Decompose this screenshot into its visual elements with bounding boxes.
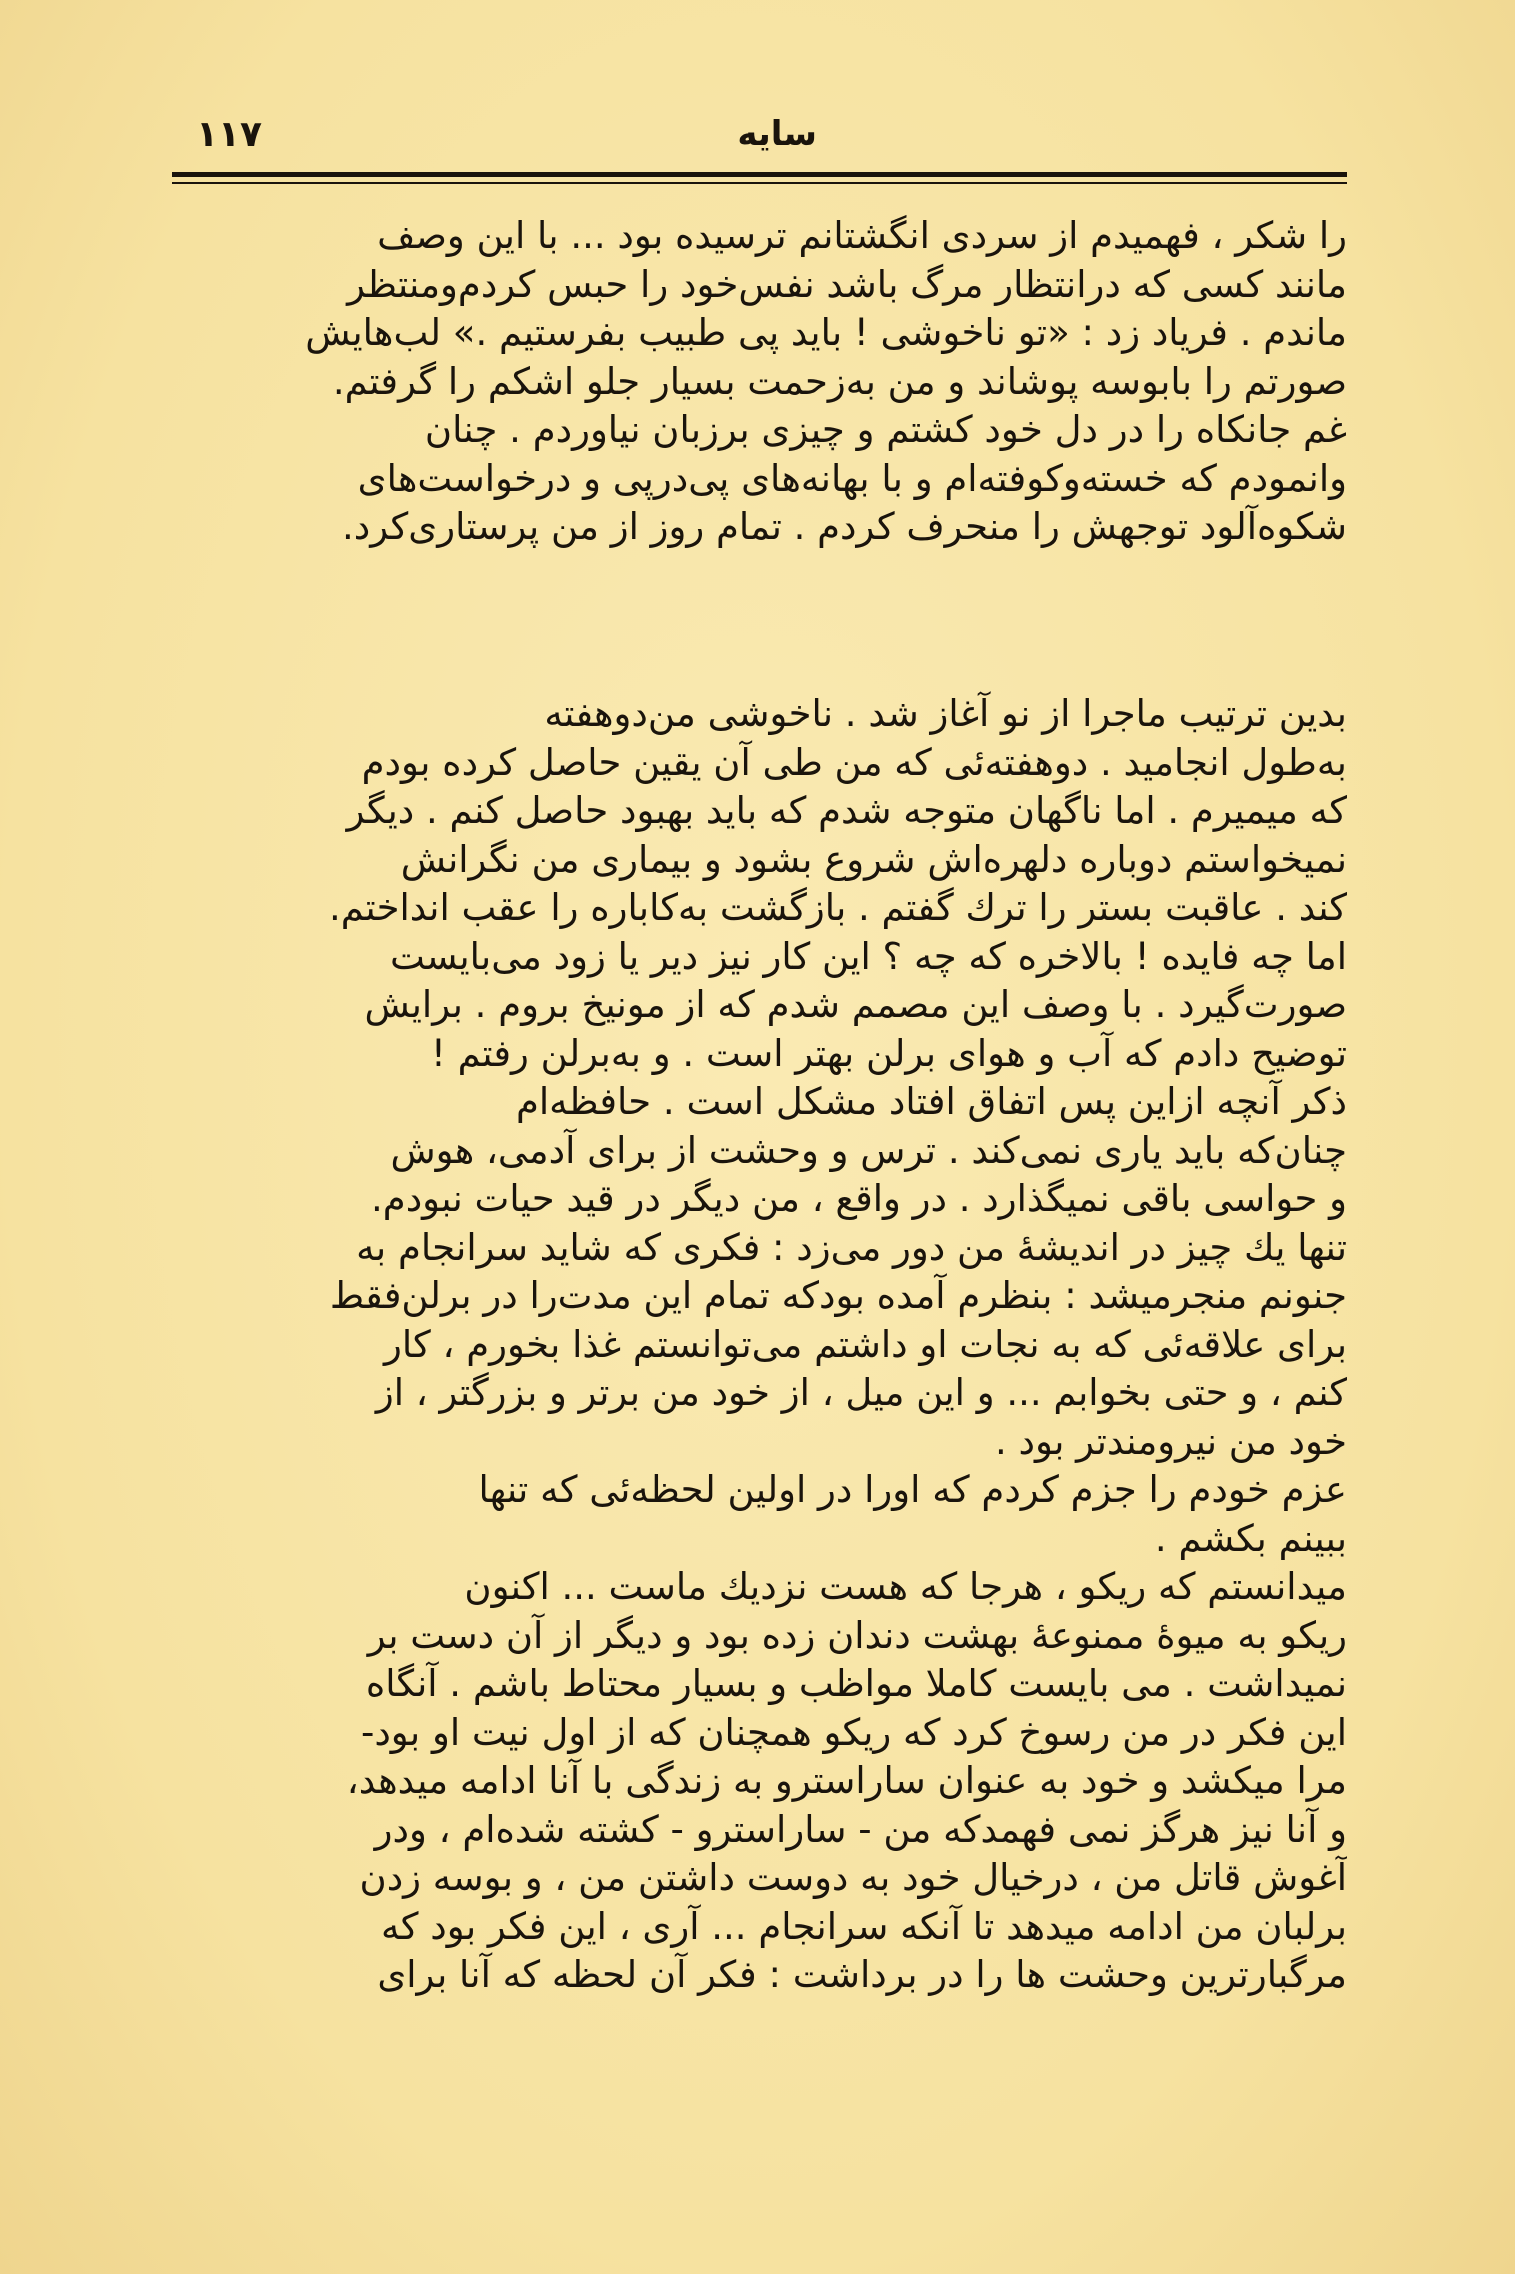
paragraph-block-2 [172,690,1347,2000]
text-line: برای علاقه‌ئی که به نجات او داشتم می‌توانستم غذا بخورم ، کار [384,1322,1347,1366]
text-line: را شکر ، فهمیدم از سردی انگشتانم ترسیده بود ... با این وصف [377,214,1347,257]
text-line: مرگبارترین وحشت ها را در برداشت : فکر آن لحظه که آنا برای [377,1953,1347,1996]
text-line: عزم خودم را جزم کردم که اورا در اولین لحظه‌ئی که تنها [478,1468,1347,1511]
text-line: شکوه‌آلود توجهش را منحرف کردم . تمام روز از من پرستاری‌کرد. [341,505,1347,548]
text-line: برلبان من ادامه میدهد تا آنکه سرانجام ... آری ، این فکر بود که [381,1904,1347,1948]
text-line: نمیداشت . می بایست کاملا مواظب و بسیار محتاط باشم . آنگاه [365,1662,1347,1705]
text-line: ببینم بکشم . [1154,1516,1347,1560]
text-line: صورتم را بابوسه پوشاند و من به‌زحمت بسیار جلو اشکم را گرفتم. [332,359,1347,403]
page-header [172,112,1347,172]
text-line: ذکر آنچه ازاین پس اتفاق افتاد مشکل است . حافظه‌ام [515,1080,1347,1123]
paragraph-block-1 [172,212,1347,552]
header-rule-thin [172,182,1347,184]
text-line: تنها یك چیز در اندیشهٔ من دور می‌زد : فکری که شاید سرانجام به [356,1225,1347,1269]
text-line: این فکر در من رسوخ کرد که ریکو همچنان که از اول نیت او بود- [360,1710,1347,1754]
page-number: ۱۱۷ [196,114,262,155]
text-line: خود من نیرومندتر بود . [994,1419,1347,1463]
text-line: به‌طول انجامید . دوهفته‌ئی که من طی آن یقین حاصل کرده بودم [361,740,1347,784]
text-line: کنم ، و حتی بخوابم ... و این میل ، از خود من برتر و بزرگتر ، از [375,1371,1347,1414]
header-rule-thick [172,172,1347,177]
text-line: صورت‌گیرد . با وصف این مصمم شدم که از مونیخ بروم . برایش [364,983,1347,1026]
text-line: میدانستم که ریکو ، هرجا که هست نزدیك ماست ... اکنون [464,1565,1347,1608]
text-line: اما چه فایده ! بالاخره که چه ؟ این کار نیز دیر یا زود می‌بایست [390,934,1347,978]
text-line: نمیخواستم دوباره دلهره‌اش شروع بشود و بیماری من نگرانش [400,837,1347,881]
text-line: و آنا نیز هرگز نمی فهمدکه من - ساراسترو - کشته شده‌ام ، ودر [374,1807,1347,1851]
text-line: آغوش قاتل من ، درخیال خود به دوست داشتن من ، و بوسه زدن [359,1856,1347,1899]
text-line: بدین ترتیب ماجرا از نو آغاز شد . ناخوشی من‌دوهفته [544,692,1347,735]
text-line: توضیح دادم که آب و هوای برلن بهتر است . و به‌برلن رفتم ! [430,1031,1347,1075]
running-title: سایه [737,114,817,154]
text-line: وانمودم که خسته‌وکوفته‌ام و با بهانه‌های پی‌درپی و درخواست‌های [357,456,1347,500]
text-line: مانند کسی که درانتظار مرگ باشد نفس‌خود را حبس کردم‌ومنتظر [347,262,1347,306]
text-line: جنونم منجرمیشد : بنظرم آمده بودکه تمام این مدت‌را در برلن‌فقط [329,1274,1347,1317]
text-line: که میمیرم . اما ناگهان متوجه شدم که باید بهبود حاصل کنم . دیگر [346,789,1347,832]
text-line: و حواسی باقی نمیگذارد . در واقع ، من دیگر در قید حیات نبودم. [371,1177,1347,1220]
text-line: غم جانکاه را در دل خود کشتم و چیزی برزبان نیاوردم . چنان [424,408,1347,451]
text-line: ریکو به میوهٔ ممنوعهٔ بهشت دندان زده بود و دیگر از آن دست بر [367,1613,1347,1657]
text-line: مرا میکشد و خود به عنوان ساراسترو به زندگی با آنا ادامه میدهد، [346,1759,1347,1802]
text-line: چنان‌که باید یاری نمی‌کند . ترس و وحشت از برای آدمی، هوش [390,1128,1347,1172]
text-line: کند . عاقبت بستر را ترك گفتم . بازگشت به‌کاباره را عقب انداختم. [329,886,1347,929]
text-line: ماندم . فریاد زد : «تو ناخوشی ! باید پی طبیب بفرستیم .» لب‌هایش [305,311,1347,354]
